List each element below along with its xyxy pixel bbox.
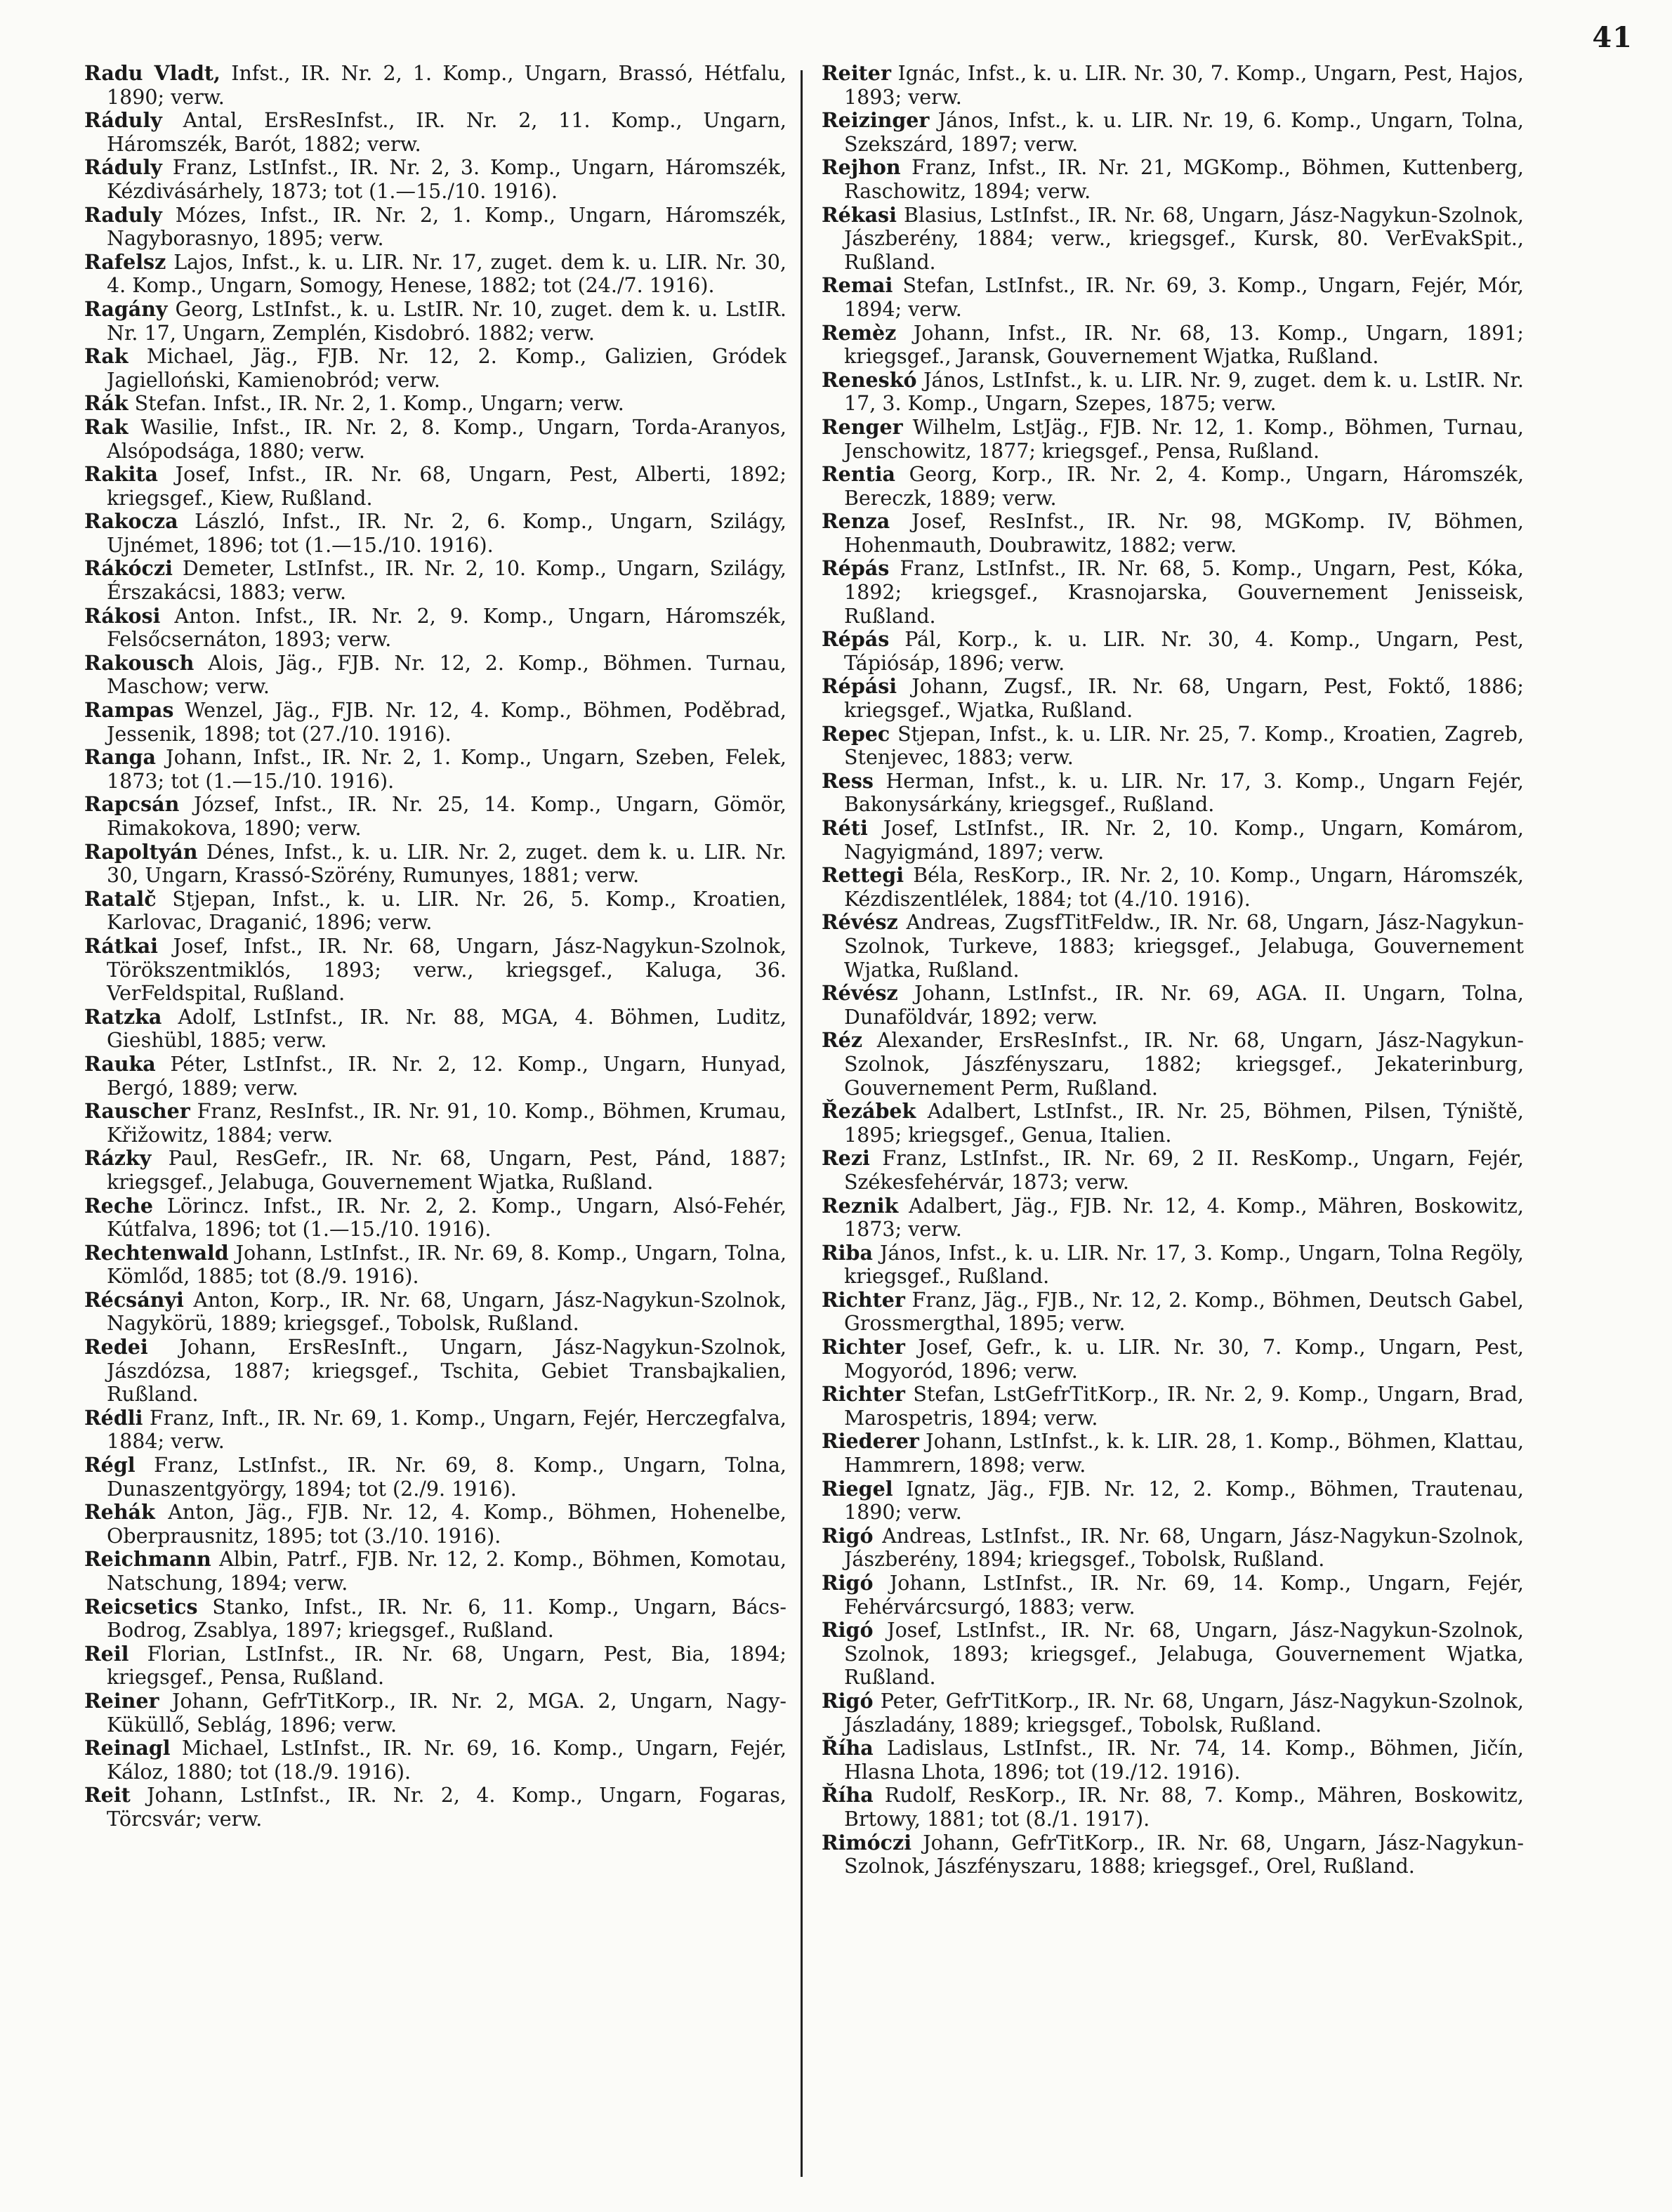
casualty-entry: [84, 1053, 786, 1100]
entry-surname: Říha: [822, 1783, 874, 1808]
entry-details: János, Infst., k. u. LIR. Nr. 17, 3. Komp., Ungarn, Tolna Regöly, kriegsgef., Rußland.: [844, 1241, 1524, 1289]
entry-surname: Répási: [822, 674, 897, 699]
entry-surname: Rákóczi: [84, 556, 173, 581]
entry-surname: Reizinger: [822, 108, 930, 133]
entry-details: Herman, Infst., k. u. LIR. Nr. 17, 3. Komp., Ungarn Fejér, Bakonysárkány, kriegsgef., Rußland.: [844, 769, 1524, 817]
casualty-entry: [84, 746, 786, 793]
casualty-entry: [822, 864, 1524, 911]
casualty-entry: [84, 204, 786, 251]
entry-details: Stjepan, Infst., k. u. LIR. Nr. 26, 5. Komp., Kroatien, Karlovac, Draganić, 1896; verw.: [107, 887, 786, 935]
casualty-entry: [84, 1548, 786, 1595]
entry-surname: Rak: [84, 344, 129, 369]
entry-details: Johann, LstInfst., IR. Nr. 69, 8. Komp., Ungarn, Tolna, Kömlőd, 1885; tot (8./9. 1916).: [107, 1241, 786, 1289]
entry-details: Alexander, ErsResInfst., IR. Nr. 68, Ungarn, Jász-Nagykun-Szolnok, Jászfényszaru, 1882; kriegsgef., Jekaterinburg, Gouvernement Perm, Rußland.: [844, 1029, 1524, 1100]
entry-surname: Remai: [822, 273, 893, 298]
entry-surname: Radu Vladt,: [84, 62, 220, 85]
entry-details: Ladislaus, LstInfst., IR. Nr. 74, 14. Komp., Böhmen, Jičín, Hlasna Lhota, 1896; tot (19./12. 1916).: [844, 1737, 1524, 1784]
entry-surname: Ragány: [84, 296, 168, 321]
casualty-entry: [822, 770, 1524, 817]
casualty-entry: [84, 251, 786, 298]
entry-surname: Rédli: [84, 1405, 143, 1430]
entry-details: Ignác, Infst., k. u. LIR. Nr. 30, 7. Komp., Ungarn, Pest, Hajos, 1893; verw.: [844, 62, 1524, 109]
casualty-entry: [822, 1831, 1524, 1878]
casualty-entry: [822, 1784, 1524, 1831]
right-column: [822, 62, 1524, 2183]
entry-details: Franz, LstInfst., IR. Nr. 68, 5. Komp., Ungarn, Pest, Kóka, 1892; kriegsgef., Krasnojarska, Gouvernement Jenisseisk, Rußland.: [844, 557, 1524, 628]
casualty-entry: [822, 982, 1524, 1029]
entry-details: Wenzel, Jäg., FJB. Nr. 12, 4. Komp., Böhmen, Poděbrad, Jessenik, 1898; tot (27./10. 1916).: [107, 699, 786, 746]
entry-details: Stefan. Infst., IR. Nr. 2, 1. Komp., Ungarn; verw.: [128, 392, 624, 416]
casualty-entry: [822, 723, 1524, 770]
entry-details: Rudolf, ResKorp., IR. Nr. 88, 7. Komp., Mähren, Boskowitz, Brtowy, 1881; tot (8./1. 1917).: [844, 1784, 1524, 1831]
entry-details: Demeter, LstInfst., IR. Nr. 2, 10. Komp., Ungarn, Szilágy, Érszakácsi, 1883; verw.: [107, 557, 786, 605]
entry-details: Johann, ErsResInft., Ungarn, Jász-Nagykun-Szolnok, Jászdózsa, 1887; kriegsgef., Tschita, Gebiet Transbajkalien, Rußland.: [107, 1336, 786, 1407]
casualty-entry: [84, 1407, 786, 1454]
entry-details: Franz, LstInfst., IR. Nr. 69, 8. Komp., Ungarn, Tolna, Dunaszentgyörgy, 1894; tot (2./9. 1916).: [107, 1454, 786, 1501]
entry-surname: Ráduly: [84, 155, 162, 180]
entry-details: Béla, ResKorp., IR. Nr. 2, 10. Komp., Ungarn, Háromszék, Kézdiszentlélek, 1884; tot (4./10. 1916).: [844, 864, 1524, 911]
casualty-entry: [822, 817, 1524, 864]
entry-details: Johann, GefrTitKorp., IR. Nr. 2, MGA. 2, Ungarn, Nagy-Küküllő, Seblág, 1896; verw.: [107, 1689, 786, 1737]
entry-details: József, Infst., IR. Nr. 25, 14. Komp., Ungarn, Gömör, Rimakokova, 1890; verw.: [107, 793, 786, 840]
entry-surname: Řezábek: [822, 1099, 916, 1124]
casualty-entry: [822, 1525, 1524, 1572]
page-number: 41: [1592, 21, 1633, 54]
entry-surname: Reit: [84, 1783, 131, 1808]
entry-details: Adolf, LstInfst., IR. Nr. 88, MGA, 4. Böhmen, Luditz, Gieshübl, 1885; verw.: [107, 1005, 786, 1053]
entry-details: Josef, Infst., IR. Nr. 68, Ungarn, Pest, Alberti, 1892; kriegsgef., Kiew, Rußland.: [107, 463, 786, 510]
entry-details: Infst., IR. Nr. 2, 1. Komp., Ungarn, Brassó, Hétfalu, 1890; verw.: [107, 62, 786, 109]
entry-surname: Rehák: [84, 1500, 155, 1525]
casualty-entry: [84, 1006, 786, 1053]
entry-details: Florian, LstInfst., IR. Nr. 68, Ungarn, Pest, Bia, 1894; kriegsgef., Pensa, Rußland.: [107, 1642, 786, 1690]
entry-details: Adalbert, Jäg., FJB. Nr. 12, 4. Komp., Mähren, Boskowitz, 1873; verw.: [844, 1194, 1524, 1242]
casualty-entry: [84, 1100, 786, 1147]
casualty-entry: [822, 1619, 1524, 1690]
entry-details: Georg, Korp., IR. Nr. 2, 4. Komp., Ungarn, Háromszék, Bereczk, 1889; verw.: [844, 463, 1524, 510]
entry-surname: Rázky: [84, 1146, 152, 1171]
casualty-entry: [84, 298, 786, 345]
entry-details: Johann, LstInfst., k. k. LIR. 28, 1. Komp., Böhmen, Klattau, Hammrern, 1898; verw.: [844, 1430, 1524, 1477]
entry-details: Stanko, Infst., IR. Nr. 6, 11. Komp., Ungarn, Bács-Bodrog, Zsablya, 1897; kriegsgef., Rußland.: [107, 1595, 786, 1642]
entry-details: Antal, ErsResInfst., IR. Nr. 2, 11. Komp., Ungarn, Háromszék, Barót, 1882; verw.: [107, 109, 786, 156]
casualty-entry: [822, 1194, 1524, 1242]
entry-details: Dénes, Infst., k. u. LIR. Nr. 2, zuget. dem k. u. LIR. Nr. 30, Ungarn, Krassó-Szörény, Rumunyes, 1881; verw.: [107, 840, 786, 888]
entry-surname: Riederer: [822, 1429, 919, 1454]
entry-surname: Rauka: [84, 1051, 156, 1076]
entry-details: Josef, Gefr., k. u. LIR. Nr. 30, 7. Komp., Ungarn, Pest, Mogyoród, 1896; verw.: [844, 1336, 1524, 1383]
casualty-entry: [822, 1690, 1524, 1737]
entry-details: Johann, Infst., IR. Nr. 68, 13. Komp., Ungarn, 1891; kriegsgef., Jaransk, Gouvernement Wjatka, Rußland.: [844, 321, 1524, 369]
entry-details: Michael, LstInfst., IR. Nr. 69, 16. Komp., Ungarn, Fejér, Káloz, 1880; tot (18./9. 1916).: [107, 1737, 786, 1784]
casualty-entry: [84, 1289, 786, 1336]
entry-details: Johann, LstInfst., IR. Nr. 69, 14. Komp., Ungarn, Fejér, Fehérvárcsurgó, 1883; verw.: [844, 1572, 1524, 1619]
casualty-entry: [84, 510, 786, 557]
casualty-entry: [84, 156, 786, 203]
entry-surname: Remèz: [822, 320, 897, 345]
entry-surname: Rigó: [822, 1571, 874, 1595]
entry-surname: Rafelsz: [84, 249, 166, 274]
casualty-entry: [84, 793, 786, 840]
entry-details: Josef, LstInfst., IR. Nr. 68, Ungarn, Jász-Nagykun-Szolnok, Szolnok, 1893; kriegsgef., Jelabuga, Gouvernement Wjatka, Rußland.: [844, 1619, 1524, 1690]
entry-details: Franz, LstInfst., IR. Nr. 69, 2 II. ResKomp., Ungarn, Fejér, Székesfehérvár, 1873; verw.: [844, 1147, 1524, 1194]
entry-surname: Rejhon: [822, 155, 901, 180]
entry-details: Stefan, LstGefrTitKorp., IR. Nr. 2, 9. Komp., Ungarn, Brad, Marospetris, 1894; verw.: [844, 1383, 1524, 1430]
entry-details: Josef, ResInfst., IR. Nr. 98, MGKomp. IV, Böhmen, Hohenmauth, Doubrawitz, 1882; verw.: [844, 510, 1524, 557]
casualty-entry: [822, 675, 1524, 722]
entry-surname: Richter: [822, 1287, 905, 1312]
casualty-entry: [84, 1642, 786, 1690]
entry-surname: Répás: [822, 627, 890, 652]
casualty-entry: [822, 1289, 1524, 1336]
entry-details: Anton, Jäg., FJB. Nr. 12, 4. Komp., Böhmen, Hohenelbe, Oberprausnitz, 1895; tot (3./10. 1916).: [107, 1501, 786, 1548]
entry-surname: Rentia: [822, 462, 895, 487]
casualty-entry: [822, 628, 1524, 675]
casualty-entry: [822, 1336, 1524, 1383]
entry-surname: Rák: [84, 391, 129, 416]
casualty-entry: [84, 1690, 786, 1737]
casualty-entry: [84, 1242, 786, 1289]
entry-surname: Rakousch: [84, 650, 195, 675]
entry-details: Franz, LstInfst., IR. Nr. 2, 3. Komp., Ungarn, Háromszék, Kézdivásárhely, 1873; tot (1.—15./10. 1916).: [107, 156, 786, 203]
casualty-entry: [84, 392, 786, 416]
entry-details: János, LstInfst., k. u. LIR. Nr. 9, zuget. dem k. u. LstIR. Nr. 17, 3. Komp., Ungarn, Szepes, 1875; verw.: [844, 368, 1524, 416]
casualty-entry: [822, 557, 1524, 628]
entry-details: Albin, Patrf., FJB. Nr. 12, 2. Komp., Böhmen, Komotau, Natschung, 1894; verw.: [107, 1548, 786, 1595]
casualty-entry: [84, 935, 786, 1006]
casualty-entry: [822, 1737, 1524, 1784]
entry-surname: Répás: [822, 556, 890, 581]
casualty-entry: [822, 1383, 1524, 1430]
entry-surname: Reznik: [822, 1193, 899, 1218]
casualty-entry: [822, 1430, 1524, 1477]
entry-surname: Reiter: [822, 62, 891, 85]
casualty-entry: [84, 1336, 786, 1407]
entry-surname: Riba: [822, 1240, 873, 1265]
entry-surname: Rakocza: [84, 509, 178, 534]
entry-details: Wilhelm, LstJäg., FJB. Nr. 12, 1. Komp., Böhmen, Turnau, Jenschowitz, 1877; kriegsgef., Pensa, Rußland.: [844, 415, 1524, 463]
casualty-entry: [822, 1477, 1524, 1525]
entry-surname: Rampas: [84, 698, 174, 723]
entry-surname: Rakita: [84, 462, 159, 487]
entry-surname: Riegel: [822, 1476, 893, 1501]
casualty-entry: [84, 1501, 786, 1548]
casualty-entry: [84, 1784, 786, 1831]
entry-surname: Rapcsán: [84, 792, 180, 817]
entry-surname: Reiner: [84, 1688, 159, 1713]
entry-surname: Repec: [822, 721, 890, 746]
entry-surname: Reicsetics: [84, 1594, 198, 1619]
entry-details: Johann, LstInfst., IR. Nr. 69, AGA. II. Ungarn, Tolna, Dunaföldvár, 1892; verw.: [844, 982, 1524, 1029]
entry-details: Johann, GefrTitKorp., IR. Nr. 68, Ungarn, Jász-Nagykun-Szolnok, Jászfényszaru, 1888; kriegsgef., Orel, Rußland.: [844, 1831, 1524, 1878]
entry-surname: Révész: [822, 981, 898, 1006]
casualty-entry: [84, 345, 786, 392]
entry-details: Franz, ResInfst., IR. Nr. 91, 10. Komp., Böhmen, Krumau, Křižowitz, 1884; verw.: [107, 1100, 786, 1147]
casualty-entry: [84, 699, 786, 746]
casualty-entry: [822, 274, 1524, 321]
entry-surname: Reche: [84, 1193, 154, 1218]
entry-surname: Reichmann: [84, 1547, 211, 1572]
entry-details: Anton, Korp., IR. Nr. 68, Ungarn, Jász-Nagykun-Szolnok, Nagykörü, 1889; kriegsgef., Tobolsk, Rußland.: [107, 1288, 786, 1336]
casualty-entry: [84, 416, 786, 463]
casualty-entry: [84, 1194, 786, 1242]
entry-details: Lajos, Infst., k. u. LIR. Nr. 17, zuget. dem k. u. LIR. Nr. 30, 4. Komp., Ungarn, Somogy, Henese, 1882; tot (24./7. 1916).: [107, 250, 786, 298]
casualty-entry: [822, 62, 1524, 109]
casualty-entry: [822, 369, 1524, 416]
casualty-entry: [822, 911, 1524, 982]
entry-details: Stjepan, Infst., k. u. LIR. Nr. 25, 7. Komp., Kroatien, Zagreb, Stenjevec, 1883; verw.: [844, 722, 1524, 770]
entry-surname: Richter: [822, 1382, 905, 1407]
entry-surname: Renza: [822, 509, 890, 534]
casualty-entry: [822, 1100, 1524, 1147]
entry-surname: Ranga: [84, 745, 156, 770]
entry-details: Ignatz, Jäg., FJB. Nr. 12, 2. Komp., Böhmen, Trautenau, 1890; verw.: [844, 1477, 1524, 1525]
casualty-entry: [84, 463, 786, 510]
entry-details: Franz, Infst., IR. Nr. 21, MGKomp., Böhmen, Kuttenberg, Raschowitz, 1894; verw.: [844, 156, 1524, 203]
entry-surname: Rátkai: [84, 933, 159, 958]
casualty-entry: [84, 109, 786, 156]
entry-details: Peter, GefrTitKorp., IR. Nr. 68, Ungarn, Jász-Nagykun-Szolnok, Jászladány, 1889; kriegsgef., Tobolsk, Rußland.: [844, 1689, 1524, 1737]
casualty-entry: [822, 463, 1524, 510]
casualty-entry: [84, 557, 786, 604]
entry-details: Michael, Jäg., FJB. Nr. 12, 2. Komp., Galizien, Gródek Jagielloński, Kamienobród; verw.: [107, 345, 786, 392]
casualty-entry: [84, 888, 786, 935]
casualty-entry: [84, 1147, 786, 1194]
entry-surname: Reneskó: [822, 367, 917, 392]
entry-surname: Redei: [84, 1335, 148, 1360]
entry-surname: Rak: [84, 414, 129, 439]
casualty-entry: [822, 204, 1524, 275]
entry-surname: Révész: [822, 910, 898, 935]
casualty-entry: [822, 1029, 1524, 1100]
entry-details: Stefan, LstInfst., IR. Nr. 69, 3. Komp., Ungarn, Fejér, Mór, 1894; verw.: [844, 274, 1524, 321]
entry-surname: Rékasi: [822, 202, 897, 227]
entry-surname: Rimóczi: [822, 1830, 912, 1855]
entry-details: Josef, Infst., IR. Nr. 68, Ungarn, Jász-Nagykun-Szolnok, Törökszentmiklós, 1893; verw., kriegsgef., Kaluga, 36. VerFeldspital, Rußland.: [107, 934, 786, 1006]
entry-details: Mózes, Infst., IR. Nr. 2, 1. Komp., Ungarn, Háromszék, Nagyborasnyo, 1895; verw.: [107, 203, 786, 251]
entry-surname: Renger: [822, 414, 903, 439]
entry-details: László, Infst., IR. Nr. 2, 6. Komp., Ungarn, Szilágy, Ujnémet, 1896; tot (1.—15./10. 1916).: [107, 510, 786, 557]
casualty-entry: [822, 416, 1524, 463]
left-column: [84, 62, 786, 2183]
casualty-entry: [822, 1242, 1524, 1289]
entry-surname: Raduly: [84, 202, 162, 227]
entry-surname: Ráduly: [84, 108, 162, 133]
casualty-entry: [822, 156, 1524, 203]
entry-surname: Ratzka: [84, 1004, 162, 1029]
entry-surname: Ress: [822, 768, 874, 793]
entry-surname: Rigó: [822, 1523, 874, 1548]
entry-details: Wasilie, Infst., IR. Nr. 2, 8. Komp., Ungarn, Torda-Aranyos, Alsópodsága, 1880; verw.: [107, 415, 786, 463]
entry-details: Andreas, ZugsfTitFeldw., IR. Nr. 68, Ungarn, Jász-Nagykun-Szolnok, Turkeve, 1883; kriegsgef., Jelabuga, Gouvernement Wjatka, Rußland.: [844, 911, 1524, 982]
entry-surname: Réti: [822, 816, 868, 840]
entry-details: Andreas, LstInfst., IR. Nr. 68, Ungarn, Jász-Nagykun-Szolnok, Jászberény, 1894; kriegsgef., Tobolsk, Rußland.: [844, 1524, 1524, 1572]
casualty-entry: [822, 510, 1524, 557]
casualty-entry: [84, 1454, 786, 1501]
entry-surname: Régl: [84, 1453, 136, 1477]
entry-surname: Rechtenwald: [84, 1240, 229, 1265]
entry-surname: Richter: [822, 1335, 905, 1360]
entry-details: Péter, LstInfst., IR. Nr. 2, 12. Komp., Ungarn, Hunyad, Bergó, 1889; verw.: [107, 1052, 786, 1100]
casualty-entry: [822, 322, 1524, 369]
entry-details: Johann, LstInfst., IR. Nr. 2, 4. Komp., Ungarn, Fogaras, Törcsvár; verw.: [107, 1784, 786, 1831]
casualty-entry: [84, 605, 786, 652]
entry-surname: Ratalč: [84, 886, 157, 911]
casualty-entry: [822, 109, 1524, 156]
entry-surname: Rauscher: [84, 1099, 190, 1124]
entry-surname: Rezi: [822, 1146, 870, 1171]
entry-details: Johann, Infst., IR. Nr. 2, 1. Komp., Ungarn, Szeben, Felek, 1873; tot (1.—15./10. 1916).: [107, 746, 786, 793]
entry-details: Anton. Infst., IR. Nr. 2, 9. Komp., Ungarn, Háromszék, Felsőcsernáton, 1893; verw.: [107, 604, 786, 652]
entry-surname: Rákosi: [84, 603, 161, 628]
casualty-entry: [84, 62, 786, 109]
entry-surname: Récsányi: [84, 1287, 184, 1312]
entry-surname: Reil: [84, 1641, 129, 1666]
entry-details: Josef, LstInfst., IR. Nr. 2, 10. Komp., Ungarn, Komárom, Nagyigmánd, 1897; verw.: [844, 817, 1524, 864]
casualty-entry: [84, 652, 786, 699]
entry-details: Adalbert, LstInfst., IR. Nr. 25, Böhmen, Pilsen, Týniště, 1895; kriegsgef., Genua, Italien.: [844, 1100, 1524, 1147]
column-divider: [801, 70, 803, 2177]
entry-surname: Rapoltyán: [84, 839, 198, 864]
entry-surname: Reinagl: [84, 1736, 171, 1760]
casualty-entry: [822, 1147, 1524, 1194]
entry-details: Franz, Inft., IR. Nr. 69, 1. Komp., Ungarn, Fejér, Herczegfalva, 1884; verw.: [107, 1406, 786, 1454]
entry-surname: Rigó: [822, 1688, 874, 1713]
entry-details: Pál, Korp., k. u. LIR. Nr. 30, 4. Komp., Ungarn, Pest, Tápiósáp, 1896; verw.: [844, 628, 1524, 675]
entry-surname: Rettegi: [822, 863, 904, 888]
entry-details: János, Infst., k. u. LIR. Nr. 19, 6. Komp., Ungarn, Tolna, Szekszárd, 1897; verw.: [844, 109, 1524, 156]
entry-details: Lörincz. Infst., IR. Nr. 2, 2. Komp., Ungarn, Alsó-Fehér, Kútfalva, 1896; tot (1.—15./10. 1916).: [107, 1194, 786, 1242]
casualty-entry: [822, 1572, 1524, 1619]
entry-details: Johann, Zugsf., IR. Nr. 68, Ungarn, Pest, Foktő, 1886; kriegsgef., Wjatka, Rußland.: [844, 675, 1524, 723]
casualty-entry: [84, 1595, 786, 1642]
casualty-entry: [84, 841, 786, 888]
entry-details: Alois, Jäg., FJB. Nr. 12, 2. Komp., Böhmen. Turnau, Maschow; verw.: [107, 651, 786, 699]
entry-details: Paul, ResGefr., IR. Nr. 68, Ungarn, Pest, Pánd, 1887; kriegsgef., Jelabuga, Gouvernement Wjatka, Rußland.: [107, 1147, 786, 1194]
entry-details: Georg, LstInfst., k. u. LstIR. Nr. 10, zuget. dem k. u. LstIR. Nr. 17, Ungarn, Zemplén, Kisdobró. 1882; verw.: [107, 297, 786, 345]
entry-surname: Réz: [822, 1028, 863, 1053]
casualty-entry: [84, 1737, 786, 1784]
entry-surname: Říha: [822, 1736, 874, 1760]
entry-details: Blasius, LstInfst., IR. Nr. 68, Ungarn, Jász-Nagykun-Szolnok, Jászberény, 1884; verw., kriegsgef., Kursk, 80. VerEvakSpit., Rußland.: [844, 203, 1524, 274]
entry-surname: Rigó: [822, 1618, 874, 1642]
entry-details: Franz, Jäg., FJB., Nr. 12, 2. Komp., Böhmen, Deutsch Gabel, Grossmergthal, 1895; verw.: [844, 1288, 1524, 1336]
